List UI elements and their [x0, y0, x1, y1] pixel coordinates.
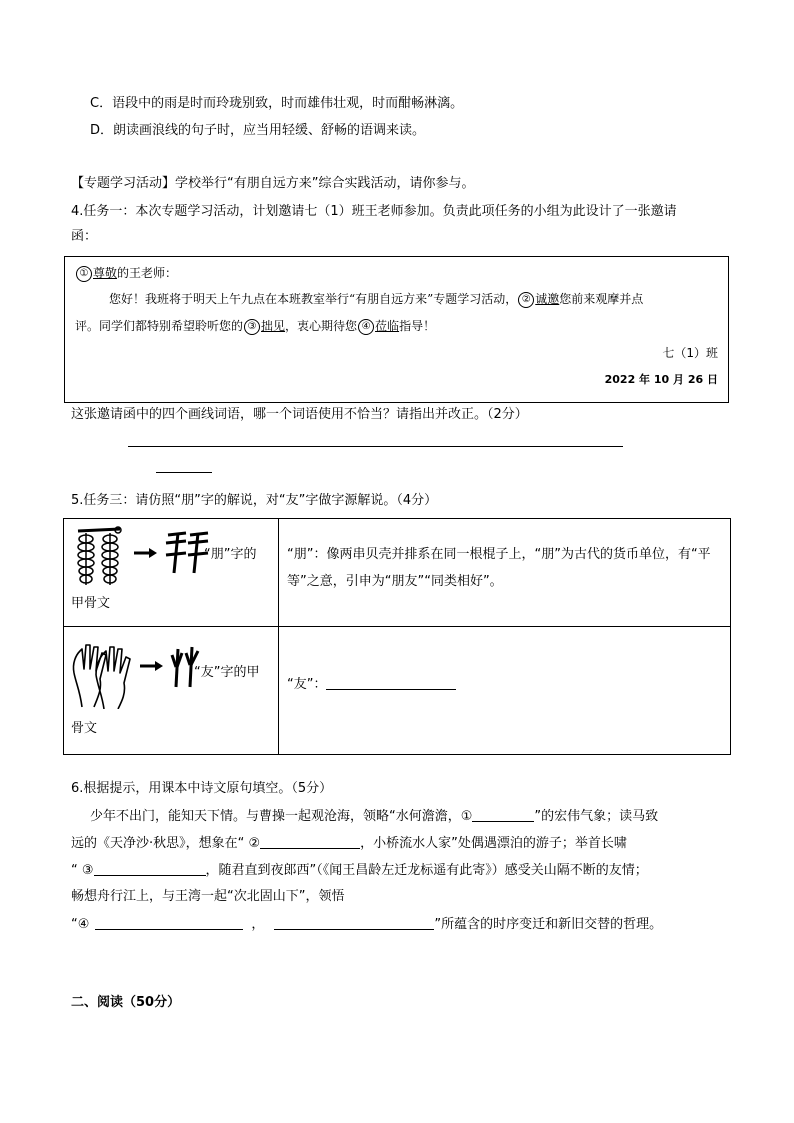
q6-line5: [71, 915, 662, 934]
q6-l5-a: “④: [71, 917, 90, 932]
q6-l2-a: 远的《天净沙·秋思》，想象在“ ②: [71, 836, 261, 851]
q6-l1-a: 少年不出门，能知天下情。与曹操一起观沧海，领略“水何澹澹，①: [90, 809, 473, 824]
marker-3: ③: [244, 319, 260, 335]
q6-l5-b: ，: [251, 917, 265, 932]
body2-a: 评。同学们都特别希望聆听您的: [75, 319, 244, 333]
word-1: 尊敬: [93, 266, 118, 280]
body1-a: 您好！我班将于明天上午九点在本班教室举行“有朋自远方来”专题学习活动，: [109, 292, 518, 306]
you-image-cell: [64, 627, 279, 755]
character-origin-table: [63, 518, 731, 755]
peng-shell-drawing: [70, 525, 132, 589]
letter-salutation: [75, 265, 177, 282]
q6-blank-3[interactable]: [94, 861, 206, 876]
arrow-right-icon: [134, 547, 158, 559]
you-answer-blank[interactable]: [326, 675, 456, 690]
letter-sign: 七（1）班: [662, 346, 718, 360]
word-2: 诚邀: [535, 292, 560, 306]
you-desc: “友”：: [287, 677, 327, 692]
q4-answer-line-2[interactable]: [156, 472, 212, 473]
peng-label-b: 甲骨文: [71, 596, 111, 611]
q6-blank-4b[interactable]: [274, 915, 434, 930]
q4-line1: 4.任务一：本次专题学习活动，计划邀请七（1）班王老师参加。负责此项任务的小组为此设计了一张邀请: [71, 204, 677, 219]
peng-desc-a: “朋”：像两串贝壳并排系在同一根棍子上，“朋”为古代的货币单位，有“平: [287, 547, 711, 562]
invitation-letter: [64, 256, 729, 403]
arrow-right-icon-2: [140, 660, 164, 672]
section2-heading: 二、阅读（50分）: [71, 995, 181, 1010]
you-label-a: “友”字的甲: [194, 665, 260, 680]
q6-l1-b: ”的宏伟气象；读马致: [534, 809, 659, 824]
q6-blank-4a[interactable]: [95, 915, 243, 930]
peng-image-cell: [64, 519, 279, 627]
q4-answer-line-1[interactable]: [128, 446, 623, 447]
body1-b: 您前来观摩并点: [559, 292, 644, 306]
q6-l3-a: “ ③: [71, 863, 94, 878]
activity-intro: 【专题学习活动】学校举行“有朋自远方来”综合实践活动，请你参与。: [71, 176, 475, 191]
q6-blank-2[interactable]: [260, 834, 360, 849]
option-c: C．语段中的雨是时而玲珑别致，时而雄伟壮观，时而酣畅淋漓。: [90, 96, 464, 111]
q6-l3-b: ，随君直到夜郎西”（《闻王昌龄左迁龙标遥有此寄》）感受关山隔不断的友情；: [205, 863, 648, 878]
marker-4: ④: [358, 319, 374, 335]
you-desc-cell: [279, 627, 731, 755]
q6-line2: [71, 834, 627, 853]
you-desc-row: [287, 671, 456, 699]
peng-label-a: “朋”字的: [204, 547, 257, 562]
word-3: 拙见: [261, 319, 286, 333]
q6-l2-b: ，小桥流水人家”处偶遇漂泊的游子；举首长啸: [360, 836, 627, 851]
q6-line1: [90, 807, 658, 826]
q6-title: 6.根据提示，用课本中诗文原句填空。（5分）: [71, 781, 333, 796]
salutation-text: 的王老师：: [117, 266, 178, 280]
q6-l5-c: ”所蕴含的时序变迁和新旧交替的哲理。: [434, 917, 663, 932]
q5-title: 5.任务三：请仿照“朋”字的解说，对“友”字做字源解说。（4分）: [71, 493, 438, 508]
q4-line2: 函：: [71, 229, 98, 244]
you-label-b: 骨文: [71, 721, 98, 736]
hands-drawing: [68, 639, 134, 709]
marker-1: ①: [76, 266, 92, 282]
word-4: 莅临: [375, 319, 400, 333]
q4-question: 这张邀请函中的四个画线词语，哪一个词语使用不恰当？请指出并改正。（2分）: [71, 407, 528, 422]
body2-b: ，衷心期待您: [285, 319, 358, 333]
letter-body-line2: [75, 318, 435, 335]
letter-date: 2022 年 10 月 26 日: [604, 373, 718, 386]
body2-c: 指导！: [399, 319, 436, 333]
option-d: D．朗读画浪线的句子时，应当用轻缓、舒畅的语调来读。: [90, 123, 426, 138]
marker-2: ②: [518, 292, 534, 308]
q6-line4: 畅想舟行江上，与王湾一起“次北固山下”，领悟: [71, 889, 345, 904]
peng-desc-b: 等”之意，引申为“朋友”“同类相好”。: [287, 574, 503, 589]
letter-body-line1: [109, 291, 643, 308]
q6-blank-1[interactable]: [472, 807, 534, 822]
q6-line3: [71, 861, 648, 880]
peng-desc-cell: [279, 519, 731, 627]
